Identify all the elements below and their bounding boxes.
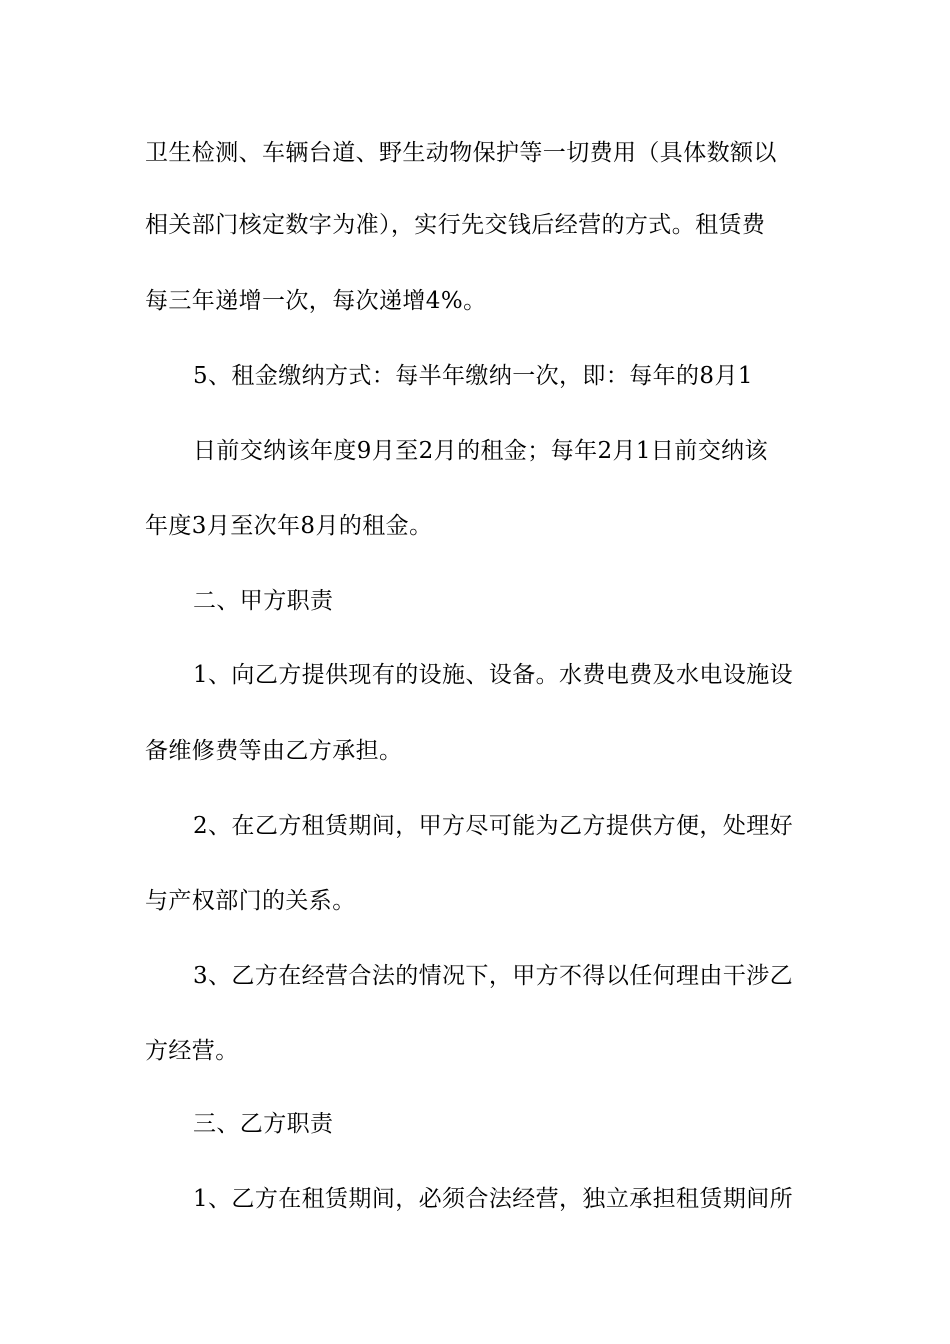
text-line: 卫生检测、车辆台道、野生动物保护等一切费用（具体数额以 — [145, 140, 777, 166]
text-line: 备维修费等由乙方承担。 — [145, 738, 403, 764]
text-line: 方经营。 — [145, 1038, 239, 1064]
text-line: 日前交纳该年度9月至2月的租金；每年2月1日前交纳该 — [193, 438, 768, 464]
section-heading: 二、甲方职责 — [193, 588, 334, 614]
text-line: 与产权部门的关系。 — [145, 888, 356, 914]
section-heading: 三、乙方职责 — [193, 1111, 334, 1137]
text-line: 5、租金缴纳方式：每半年缴纳一次，即：每年的8月1 — [193, 363, 753, 389]
text-line: 1、乙方在租赁期间，必须合法经营，独立承担租赁期间所 — [193, 1186, 794, 1212]
text-line: 年度3月至次年8月的租金。 — [145, 513, 433, 539]
text-line: 相关部门核定数字为准），实行先交钱后经营的方式。租赁费 — [145, 212, 766, 238]
text-line: 每三年递增一次，每次递增4%。 — [145, 288, 487, 314]
text-line: 3、乙方在经营合法的情况下，甲方不得以任何理由干涉乙 — [193, 963, 794, 989]
text-line: 2、在乙方租赁期间，甲方尽可能为乙方提供方便，处理好 — [193, 813, 794, 839]
text-line: 1、向乙方提供现有的设施、设备。水费电费及水电设施设 — [193, 662, 794, 688]
